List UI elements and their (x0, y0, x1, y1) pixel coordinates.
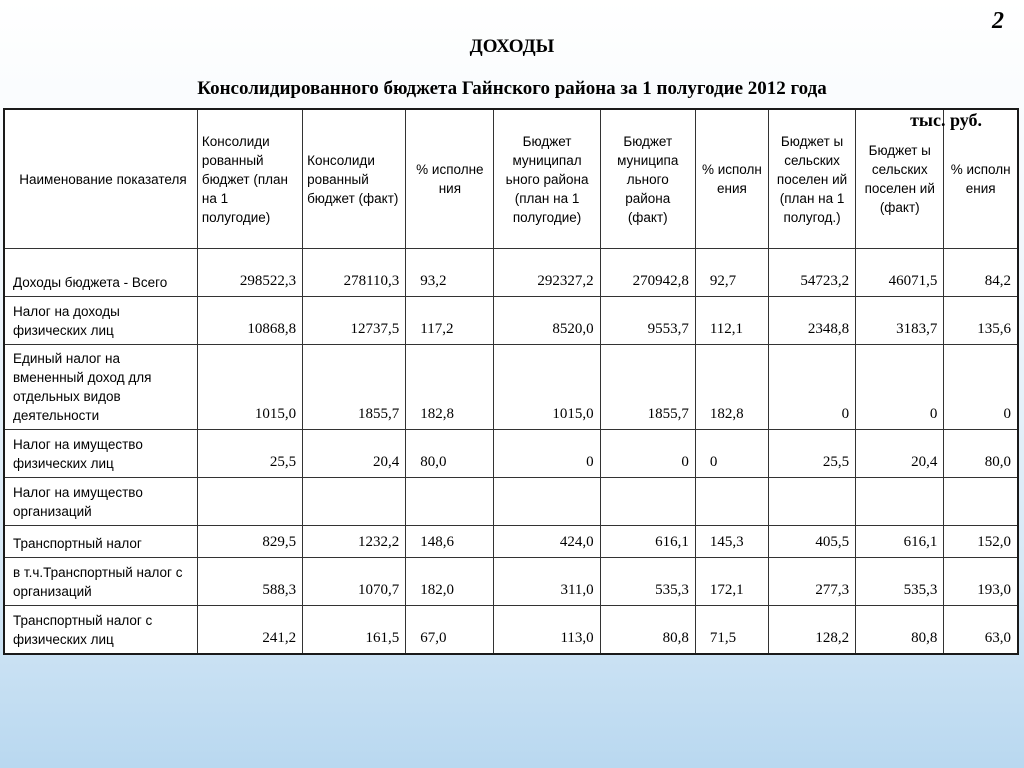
value-cell: 1015,0 (494, 345, 600, 430)
value-cell: 25,5 (768, 430, 855, 478)
value-cell: 0 (944, 345, 1018, 430)
value-cell: 8520,0 (494, 297, 600, 345)
slide-subtitle: Консолидированного бюджета Гайнского района за 1 полугодие 2012 года (197, 78, 827, 99)
column-header-consolidated-fact: Консолиди рованный бюджет (факт) (303, 109, 406, 249)
value-cell: 298522,3 (197, 249, 302, 297)
value-cell: 241,2 (197, 606, 302, 654)
value-cell: 0 (695, 430, 768, 478)
value-cell: 80,0 (406, 430, 494, 478)
row-name-cell: Единый налог на вмененный доход для отдельных видов деятельности (4, 345, 197, 430)
value-cell: 829,5 (197, 526, 302, 558)
value-cell: 93,2 (406, 249, 494, 297)
table-row (4, 526, 1018, 558)
value-cell: 1855,7 (303, 345, 406, 430)
value-cell (944, 478, 1018, 526)
value-cell: 25,5 (197, 430, 302, 478)
value-cell (768, 478, 855, 526)
table-row (4, 430, 1018, 478)
table-row (4, 345, 1018, 430)
value-cell: 270942,8 (600, 249, 695, 297)
table-row (4, 558, 1018, 606)
value-cell: 0 (856, 345, 944, 430)
column-header-consolidated-plan: Консолиди рованный бюджет (план на 1 полугодие) (197, 109, 302, 249)
column-header-rural-plan: Бюджет ы сельских поселен ий (план на 1 полугод.) (768, 109, 855, 249)
value-cell: 0 (768, 345, 855, 430)
value-cell: 3183,7 (856, 297, 944, 345)
column-header-municipal-fact: Бюджет муниципа льного района (факт) (600, 109, 695, 249)
value-cell: 0 (600, 430, 695, 478)
value-cell: 20,4 (303, 430, 406, 478)
value-cell: 1070,7 (303, 558, 406, 606)
value-cell (303, 478, 406, 526)
value-cell: 1232,2 (303, 526, 406, 558)
table-row (4, 606, 1018, 654)
value-cell: 0 (494, 430, 600, 478)
value-cell: 616,1 (600, 526, 695, 558)
row-name-cell: Доходы бюджета - Всего (4, 249, 197, 297)
value-cell: 71,5 (695, 606, 768, 654)
value-cell: 67,0 (406, 606, 494, 654)
value-cell: 112,1 (695, 297, 768, 345)
column-header-municipal-percent: % исполн ения (695, 109, 768, 249)
revenue-table (3, 108, 1019, 655)
column-header-consolidated-percent: % исполне ния (406, 109, 494, 249)
value-cell: 277,3 (768, 558, 855, 606)
value-cell: 80,8 (856, 606, 944, 654)
value-cell: 128,2 (768, 606, 855, 654)
value-cell: 9553,7 (600, 297, 695, 345)
value-cell (856, 478, 944, 526)
value-cell: 1855,7 (600, 345, 695, 430)
value-cell: 80,8 (600, 606, 695, 654)
value-cell: 117,2 (406, 297, 494, 345)
value-cell: 405,5 (768, 526, 855, 558)
value-cell: 1015,0 (197, 345, 302, 430)
value-cell: 20,4 (856, 430, 944, 478)
value-cell (494, 478, 600, 526)
row-name-cell: Транспортный налог с физических лиц (4, 606, 197, 654)
value-cell: 172,1 (695, 558, 768, 606)
value-cell: 10868,8 (197, 297, 302, 345)
value-cell: 311,0 (494, 558, 600, 606)
value-cell: 54723,2 (768, 249, 855, 297)
units-label: тыс. руб. (910, 110, 982, 130)
value-cell: 46071,5 (856, 249, 944, 297)
value-cell: 182,8 (406, 345, 494, 430)
table-header-row (4, 109, 1018, 249)
value-cell: 63,0 (944, 606, 1018, 654)
value-cell: 292327,2 (494, 249, 600, 297)
column-header-rural-fact: Бюджет ы сельских поселен ий (факт) (856, 109, 944, 249)
table-row (4, 478, 1018, 526)
value-cell: 535,3 (600, 558, 695, 606)
value-cell (695, 478, 768, 526)
value-cell: 182,0 (406, 558, 494, 606)
column-header-municipal-plan: Бюджет муниципал ьного района (план на 1 полугодие) (494, 109, 600, 249)
row-name-cell: Налог на доходы физических лиц (4, 297, 197, 345)
value-cell (197, 478, 302, 526)
value-cell: 278110,3 (303, 249, 406, 297)
value-cell: 84,2 (944, 249, 1018, 297)
value-cell: 152,0 (944, 526, 1018, 558)
value-cell: 182,8 (695, 345, 768, 430)
value-cell: 535,3 (856, 558, 944, 606)
slide-number: 2 (992, 8, 1004, 34)
value-cell: 135,6 (944, 297, 1018, 345)
slide-title: ДОХОДЫ (469, 36, 555, 57)
value-cell: 616,1 (856, 526, 944, 558)
value-cell: 588,3 (197, 558, 302, 606)
row-name-cell: в т.ч.Транспортный налог с организаций (4, 558, 197, 606)
row-name-cell: Транспортный налог (4, 526, 197, 558)
value-cell: 2348,8 (768, 297, 855, 345)
value-cell: 424,0 (494, 526, 600, 558)
table-row (4, 249, 1018, 297)
value-cell (600, 478, 695, 526)
value-cell: 148,6 (406, 526, 494, 558)
row-name-cell: Налог на имущество организаций (4, 478, 197, 526)
value-cell: 113,0 (494, 606, 600, 654)
column-header-indicator: Наименование показателя (4, 109, 197, 249)
value-cell (406, 478, 494, 526)
value-cell: 145,3 (695, 526, 768, 558)
row-name-cell: Налог на имущество физических лиц (4, 430, 197, 478)
value-cell: 80,0 (944, 430, 1018, 478)
value-cell: 161,5 (303, 606, 406, 654)
table-row (4, 297, 1018, 345)
value-cell: 92,7 (695, 249, 768, 297)
value-cell: 12737,5 (303, 297, 406, 345)
value-cell: 193,0 (944, 558, 1018, 606)
column-header-rural-percent: % исполн ения (944, 109, 1018, 249)
